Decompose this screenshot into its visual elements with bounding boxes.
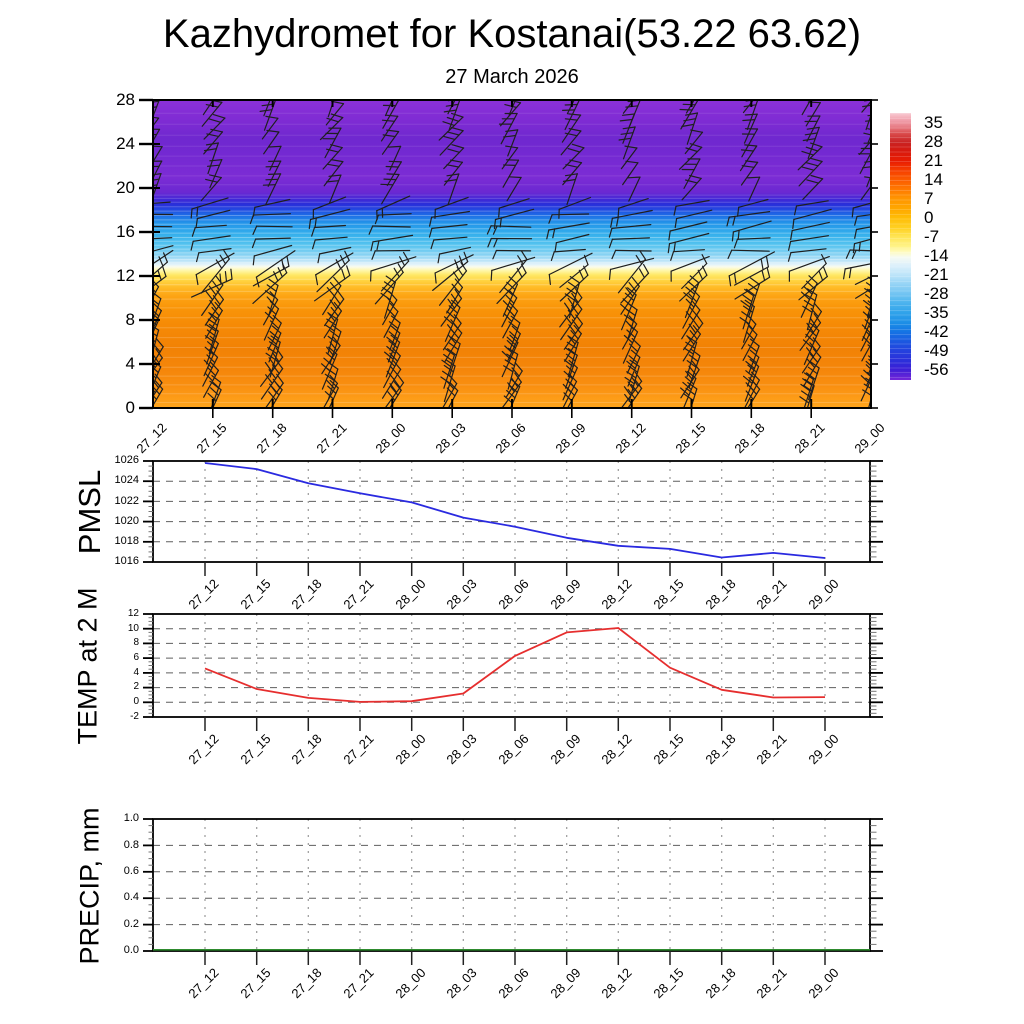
pmsl-x-tick-label: 28_21	[753, 576, 790, 613]
temp-y-tick-label: -2	[130, 710, 139, 722]
pmsl-y-tick-label: 1026	[114, 454, 139, 467]
cross-x-tick-label: 28_18	[731, 420, 768, 457]
temp-x-tick-label: 27_12	[185, 731, 222, 768]
precip-axis-title: PRECIP, mm	[74, 807, 105, 965]
temp-border	[153, 614, 870, 717]
pmsl-y-tick-label: 1018	[114, 534, 139, 547]
colorbar-tick-label: 28	[924, 131, 943, 151]
cross-y-tick-label: 24	[116, 134, 135, 153]
pmsl-x-tick-label: 28_09	[547, 576, 584, 613]
precip-x-tick-label: 29_00	[805, 965, 842, 1002]
cross-section-chart	[153, 100, 871, 408]
precip-x-ticks	[205, 951, 825, 965]
temp-x-tick-label: 28_21	[753, 731, 790, 768]
pmsl-minor-ticks	[149, 466, 877, 557]
pmsl-y-tick-label: 1016	[114, 555, 139, 568]
colorbar-tick-label: 7	[924, 188, 934, 208]
colorbar	[890, 113, 911, 380]
pmsl-x-tick-label: 29_00	[805, 576, 842, 613]
temp-x-tick-label: 28_18	[702, 731, 739, 768]
pmsl-x-tick-label: 28_00	[392, 576, 429, 613]
temp-axis-title: TEMP at 2 M	[72, 587, 103, 745]
precip-minor-ticks	[149, 826, 877, 945]
pmsl-x-tick-label: 28_18	[702, 576, 739, 613]
colorbar-tick-label: 14	[924, 169, 943, 189]
precip-border	[153, 819, 870, 951]
cross-y-tick-label: 20	[116, 178, 135, 197]
temp-y-tick-label: 4	[133, 666, 139, 678]
temp-chart	[127, 588, 896, 743]
precip-x-tick-label: 27_12	[185, 965, 222, 1002]
pmsl-x-tick-label: 28_03	[443, 576, 480, 613]
precip-x-tick-label: 28_21	[753, 965, 790, 1002]
wind-barbs	[129, 86, 896, 422]
temp-y-tick-label: 2	[133, 681, 139, 693]
temp-x-tick-label: 28_06	[495, 731, 532, 768]
cross-x-tick-label: 27_21	[312, 420, 350, 457]
cross-x-tick-label: 28_00	[372, 420, 409, 457]
cross-x-tick-label: 28_21	[791, 420, 828, 457]
v-gridlines	[205, 461, 825, 562]
precip-y-tick-label: 0.8	[123, 838, 139, 851]
pmsl-x-tick-label: 28_12	[598, 576, 635, 613]
colorbar-tick-label: -35	[924, 303, 949, 323]
temp-x-tick-label: 28_03	[443, 731, 480, 768]
precip-x-tick-label: 28_03	[443, 965, 480, 1002]
h-gridlines	[153, 629, 870, 703]
pmsl-chart	[127, 435, 896, 588]
cross-y-tick-label: 4	[125, 354, 135, 373]
precip-x-tick-label: 28_06	[495, 965, 532, 1002]
cross-x-tick-label: 28_09	[552, 420, 589, 457]
temp-y-tick-label: 10	[127, 622, 139, 634]
pmsl-x-tick-label: 27_15	[237, 576, 274, 613]
precip-x-tick-label: 28_12	[598, 965, 635, 1002]
cross-x-tick-label: 28_15	[671, 420, 709, 457]
precip-x-tick-label: 27_15	[237, 965, 274, 1002]
cross-x-tick-label: 28_12	[612, 420, 649, 457]
pmsl-y-tick-label: 1020	[114, 514, 139, 527]
temp-x-tick-label: 28_15	[650, 731, 687, 768]
temp-x-tick-label: 28_12	[598, 731, 635, 768]
colorbar-tick-label: -56	[924, 360, 949, 380]
pmsl-x-tick-label: 27_18	[288, 576, 325, 613]
pmsl-x-ticks	[205, 562, 825, 576]
cross-x-tick-label: 28_03	[432, 420, 469, 457]
temp-y-tick-label: 6	[133, 651, 139, 663]
colorbar-stripes	[890, 113, 911, 380]
cross-y-tick-label: 28	[116, 90, 135, 109]
page-subtitle: 27 March 2026	[445, 66, 579, 88]
precip-y-tick-label: 1.0	[123, 812, 139, 825]
pmsl-x-tick-label: 27_21	[340, 576, 377, 613]
colorbar-tick-label: 21	[924, 150, 943, 170]
temp-x-tick-label: 28_09	[547, 731, 584, 768]
cross-x-tick-label: 27_18	[253, 420, 290, 457]
colorbar-tick-label: -14	[924, 246, 949, 266]
temp-x-tick-label: 28_00	[392, 731, 429, 768]
precip-x-tick-label: 28_15	[650, 965, 687, 1002]
precip-y-tick-label: 0.6	[123, 864, 139, 877]
colorbar-tick-label: -21	[924, 265, 949, 285]
h-gridlines	[153, 481, 870, 542]
pmsl-y-tick-label: 1022	[114, 494, 139, 507]
precip-y-tick-label: 0.2	[123, 917, 139, 930]
precip-x-tick-label: 28_09	[547, 965, 584, 1002]
pmsl-y-tick-label: 1024	[114, 474, 139, 487]
temp-y-tick-label: 0	[133, 696, 139, 708]
page-title: Kazhydromet for Kostanai(53.22 63.62)	[162, 12, 862, 56]
h-gridlines	[153, 819, 870, 925]
colorbar-tick-label: 35	[924, 112, 943, 132]
temp-x-ticks	[205, 717, 825, 731]
cross-x-tick-label: 28_06	[492, 420, 529, 457]
pmsl-x-tick-label: 27_12	[185, 576, 222, 613]
colorbar-tick-label: -49	[924, 341, 949, 361]
temp-axis-ticks	[143, 614, 883, 717]
cross-y-tick-label: 8	[125, 310, 135, 329]
wind-barbs-layer	[127, 74, 897, 434]
colorbar-tick-label: -28	[924, 284, 949, 304]
temp-x-tick-label: 29_00	[805, 731, 842, 768]
precip-x-tick-label: 28_00	[392, 965, 429, 1002]
cross-x-tick-label: 27_12	[133, 420, 170, 457]
precip-x-tick-label: 27_21	[340, 965, 377, 1002]
pmsl-axis-ticks	[143, 461, 883, 562]
precip-x-tick-label: 28_18	[702, 965, 739, 1002]
precip-y-tick-label: 0.4	[123, 891, 139, 904]
pmsl-x-tick-label: 28_06	[495, 576, 532, 613]
precip-x-tick-label: 27_18	[288, 965, 325, 1002]
pmsl-border	[153, 461, 870, 562]
precip-chart	[127, 793, 896, 977]
precip-axis-ticks	[143, 819, 883, 951]
cross-y-tick-label: 12	[116, 266, 135, 285]
temp-x-tick-label: 27_21	[340, 731, 377, 768]
cross-x-tick-label: 29_00	[851, 420, 888, 457]
temp-minor-ticks	[149, 618, 877, 714]
temp-x-tick-label: 27_18	[288, 731, 325, 768]
precip-y-tick-label: 0.0	[123, 944, 139, 957]
pmsl-x-tick-label: 28_15	[650, 576, 687, 613]
cross-y-tick-label: 0	[125, 398, 135, 417]
cross-x-tick-label: 27_15	[193, 420, 230, 457]
colorbar-tick-label: -7	[924, 226, 940, 246]
colorbar-tick-label: -42	[924, 322, 949, 342]
v-gridlines	[205, 614, 825, 717]
temp-y-tick-label: 8	[133, 637, 139, 649]
temp-x-tick-label: 27_15	[237, 731, 274, 768]
pmsl-axis-title: PMSL	[72, 469, 107, 555]
colorbar-tick-label: 0	[924, 207, 934, 227]
v-gridlines	[205, 819, 825, 951]
temp-y-tick-label: 12	[127, 607, 139, 619]
cross-y-tick-label: 16	[116, 222, 135, 241]
